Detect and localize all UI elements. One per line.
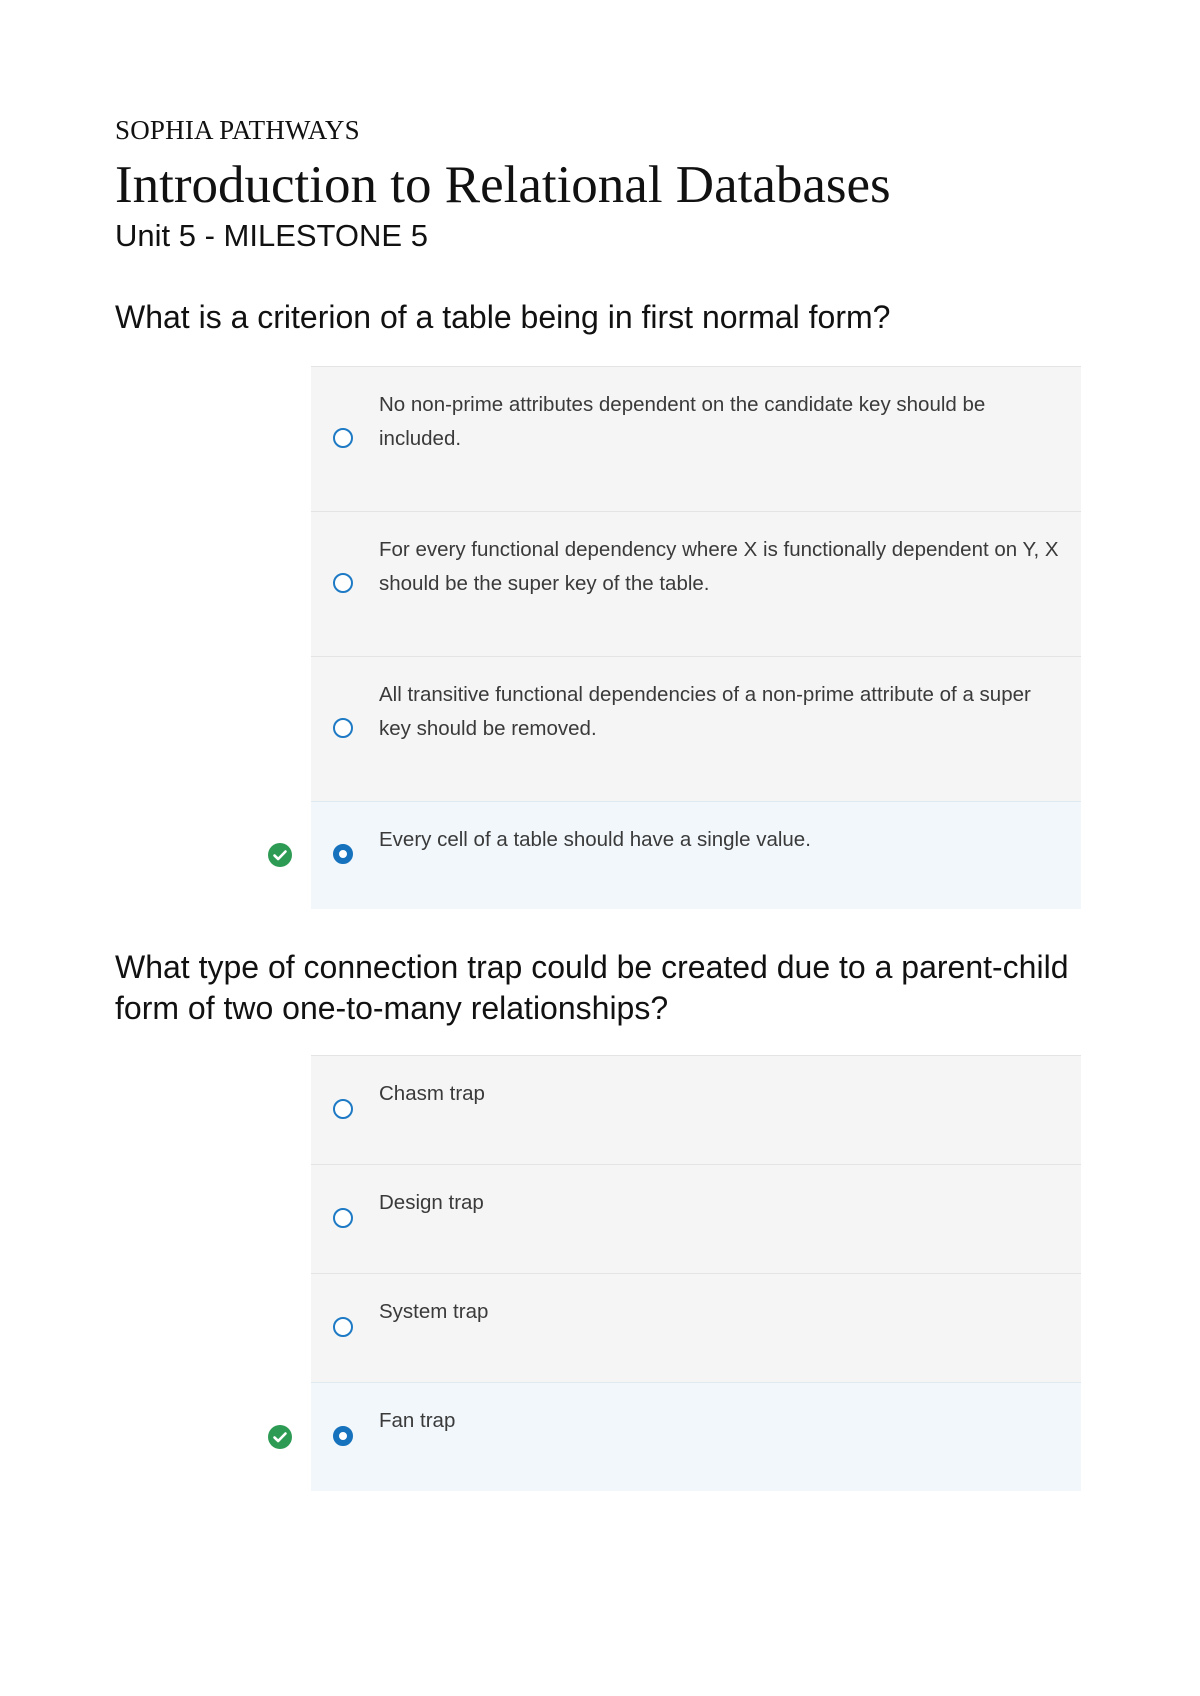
answer-option[interactable]	[311, 656, 1081, 801]
question-2-text: What type of connection trap could be created due to a parent-child form of two one-to-many relationships?	[115, 949, 1069, 1026]
answer-option[interactable]	[311, 366, 1081, 511]
radio-empty-icon[interactable]	[333, 1208, 353, 1228]
course-title: Introduction to Relational Databases	[115, 156, 891, 214]
unit-heading: Unit 5 - MILESTONE 5	[115, 218, 428, 253]
answer-option[interactable]	[311, 1273, 1081, 1382]
answer-option-selected[interactable]	[311, 1382, 1081, 1491]
brand-name: SOPHIA PATHWAYS	[115, 115, 360, 145]
radio-empty-icon[interactable]	[333, 573, 353, 593]
radio-filled-icon[interactable]	[333, 1426, 353, 1446]
radio-empty-icon[interactable]	[333, 718, 353, 738]
radio-empty-icon[interactable]	[333, 1317, 353, 1337]
answer-option-label: Fan trap	[379, 1409, 456, 1432]
answer-option-label: No non-prime attributes dependent on the candidate key should be included.	[379, 393, 986, 450]
radio-empty-icon[interactable]	[333, 1099, 353, 1119]
question-1-text: What is a criterion of a table being in first normal form?	[115, 299, 891, 335]
check-circle-icon	[268, 1425, 292, 1449]
answer-option-label: For every functional dependency where X is functionally dependent on Y, X should be the super key of the table.	[379, 538, 1059, 595]
question-2-options	[311, 1055, 1081, 1491]
radio-empty-icon[interactable]	[333, 428, 353, 448]
answer-option[interactable]	[311, 1164, 1081, 1273]
answer-option-label: System trap	[379, 1300, 489, 1323]
answer-option-selected[interactable]	[311, 801, 1081, 909]
answer-option[interactable]	[311, 1055, 1081, 1164]
answer-option-label: All transitive functional dependencies of a non-prime attribute of a super key should be removed.	[379, 683, 1031, 740]
answer-option-label: Chasm trap	[379, 1082, 485, 1105]
answer-option-label: Every cell of a table should have a single value.	[379, 828, 811, 851]
question-1-options	[311, 366, 1081, 909]
answer-option-label: Design trap	[379, 1191, 484, 1214]
check-circle-icon	[268, 843, 292, 867]
radio-filled-icon[interactable]	[333, 844, 353, 864]
answer-option[interactable]	[311, 511, 1081, 656]
